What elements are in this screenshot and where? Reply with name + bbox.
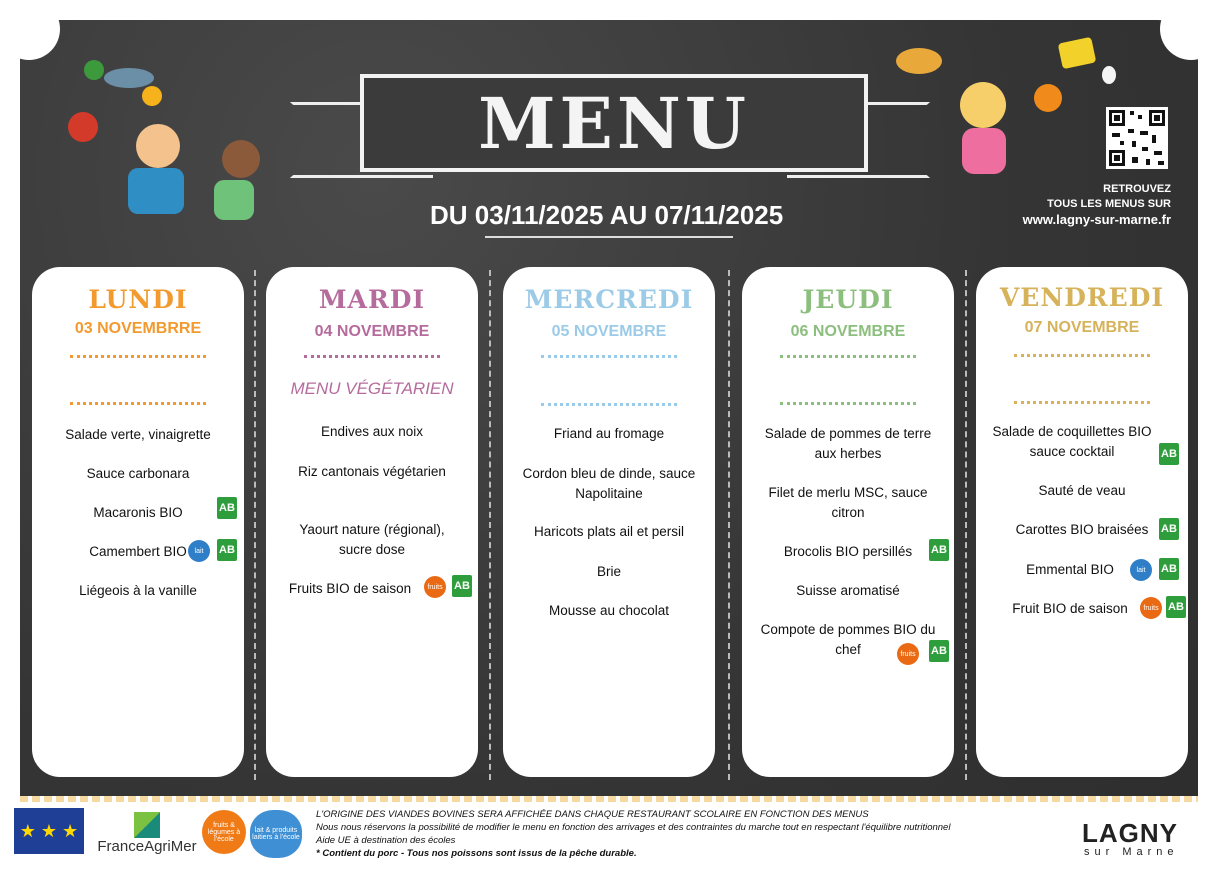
eu-flag-logo: ★ ★ ★ — [14, 808, 84, 854]
day-column-vendredi — [976, 267, 1188, 777]
franceagrimer-label: FranceAgriMer — [97, 838, 197, 855]
fruit-program-icon: fruits — [897, 643, 919, 665]
menu-item: Mousse au chocolat — [548, 603, 670, 618]
day-column-mercredi — [503, 267, 715, 777]
dotted-divider — [304, 355, 440, 358]
franceagrimer-icon — [134, 812, 160, 838]
menu-item: Fruit BIO de saison — [1012, 601, 1128, 616]
menu-item: Suisse aromatisé — [796, 583, 900, 598]
menu-item: Haricots plats ail et persil — [533, 524, 685, 539]
vegetarian-note: MENU VÉGÉTARIEN — [290, 379, 454, 398]
day-name: MARDI — [318, 285, 426, 314]
menu-item: Brie — [596, 564, 621, 579]
website-link[interactable]: www.lagny-sur-marne.fr — [1022, 212, 1171, 227]
organic-ab-icon: AB — [452, 575, 472, 597]
dotted-divider — [780, 402, 916, 405]
fruit-program-icon: fruits — [1140, 597, 1162, 619]
organic-ab-icon: AB — [1159, 518, 1179, 540]
organic-ab-icon: AB — [217, 497, 237, 519]
menu-item: Carottes BIO braisées — [1015, 522, 1149, 537]
day-name: LUNDI — [88, 285, 188, 314]
fruit-program-icon: fruits — [424, 576, 446, 598]
menu-item: Riz cantonais végétarien — [298, 464, 446, 479]
menu-banner — [290, 72, 930, 192]
period-underline — [485, 236, 733, 238]
day-column-jeudi — [742, 267, 954, 777]
day-date: 03 NOVEMBRRE — [74, 320, 202, 337]
dotted-divider — [541, 403, 677, 406]
dotted-divider — [1014, 401, 1150, 404]
organic-ab-icon: AB — [1159, 443, 1179, 465]
footer-stripe — [20, 796, 1198, 802]
day-date: 05 NOVEMBRE — [551, 323, 667, 340]
menu-item: Salade de coquillettes BIO sauce cocktail — [992, 424, 1152, 459]
organic-ab-icon: AB — [1159, 558, 1179, 580]
dotted-divider — [1014, 354, 1150, 357]
column-separator — [965, 270, 969, 780]
dotted-divider — [70, 402, 206, 405]
menu-item: Endives aux noix — [320, 424, 424, 439]
menu-item: Cordon bleu de dinde, sauce Napolitaine — [522, 466, 696, 501]
day-date: 07 NOVEMBRE — [1024, 319, 1140, 336]
footer-note: L'ORIGINE DES VIANDES BOVINES SERA AFFICHÉE DANS CHAQUE RESTAURANT SCOLAIRE EN FONCTION DES MENUS — [316, 809, 869, 820]
menu-item: Liégeois à la vanille — [79, 583, 197, 598]
milk-program-icon: lait — [188, 540, 210, 562]
menu-item: Macaronis BIO — [93, 505, 183, 520]
menu-item: Salade verte, vinaigrette — [65, 427, 211, 442]
organic-ab-icon: AB — [1166, 596, 1186, 618]
column-separator — [489, 270, 493, 780]
menu-item: Compote de pommes BIO du chef — [760, 622, 936, 657]
menu-title: MENU — [478, 81, 750, 165]
board-corner-right — [1160, 0, 1219, 60]
website-promo — [1023, 182, 1171, 227]
organic-ab-icon: AB — [929, 539, 949, 561]
column-separator — [728, 270, 732, 780]
day-date: 04 NOVEMBRE — [314, 323, 430, 340]
footer-note: * Contient du porc - Tous nos poissons sont issus de la pêche durable. — [316, 848, 637, 859]
day-name: JEUDI — [802, 285, 894, 314]
day-column-mardi — [266, 267, 478, 777]
organic-ab-icon: AB — [929, 640, 949, 662]
franceagrimer-logo — [92, 812, 202, 855]
day-column-lundi — [32, 267, 244, 777]
footer-notes — [316, 808, 950, 860]
menu-item: Friand au fromage — [553, 426, 665, 441]
lagny-logo-subtitle: sur Marne — [1084, 846, 1179, 858]
banner-main — [360, 74, 868, 172]
day-date: 06 NOVEMBRE — [790, 323, 906, 340]
menu-item: Salade de pommes de terre aux herbes — [764, 426, 932, 461]
menu-item: Filet de merlu MSC, sauce citron — [768, 485, 928, 520]
menu-item: Sauce carbonara — [86, 466, 190, 481]
fruits-school-logo: fruits & légumes à l'école — [202, 810, 246, 854]
period-text: DU 03/11/2025 AU 07/11/2025 — [430, 200, 784, 230]
organic-ab-icon: AB — [217, 539, 237, 561]
dotted-divider — [541, 355, 677, 358]
column-separator — [254, 270, 258, 780]
milk-school-logo: lait & produits laitiers à l'école — [250, 810, 302, 858]
menu-item: Brocolis BIO persillés — [783, 544, 913, 559]
lagny-logo: LAGNY — [1082, 818, 1178, 848]
milk-program-icon: lait — [1130, 559, 1152, 581]
day-name: VENDREDI — [999, 283, 1165, 312]
footer-note: Nous nous réservons la possibilité de modifier le menu en fonction des arrivages et des contraintes du marche tout en respectant l'équilibre nutritionnel — [316, 822, 951, 833]
dotted-divider — [70, 355, 206, 358]
dotted-divider — [780, 355, 916, 358]
menu-item: Yaourt nature (régional), sucre dose — [299, 522, 445, 557]
promo-line-2: TOUS LES MENUS SUR — [1047, 198, 1171, 210]
menu-item: Emmental BIO — [1026, 562, 1114, 577]
qr-code[interactable] — [1106, 107, 1168, 169]
menu-item: Fruits BIO de saison — [288, 581, 412, 596]
menu-item: Camembert BIO — [89, 544, 187, 559]
day-name: MERCREDI — [524, 285, 694, 314]
promo-line-1: RETROUVEZ — [1103, 183, 1171, 195]
menu-item: Sauté de veau — [1038, 483, 1126, 498]
footer-note: Aide UE à destination des écoles — [316, 835, 456, 846]
